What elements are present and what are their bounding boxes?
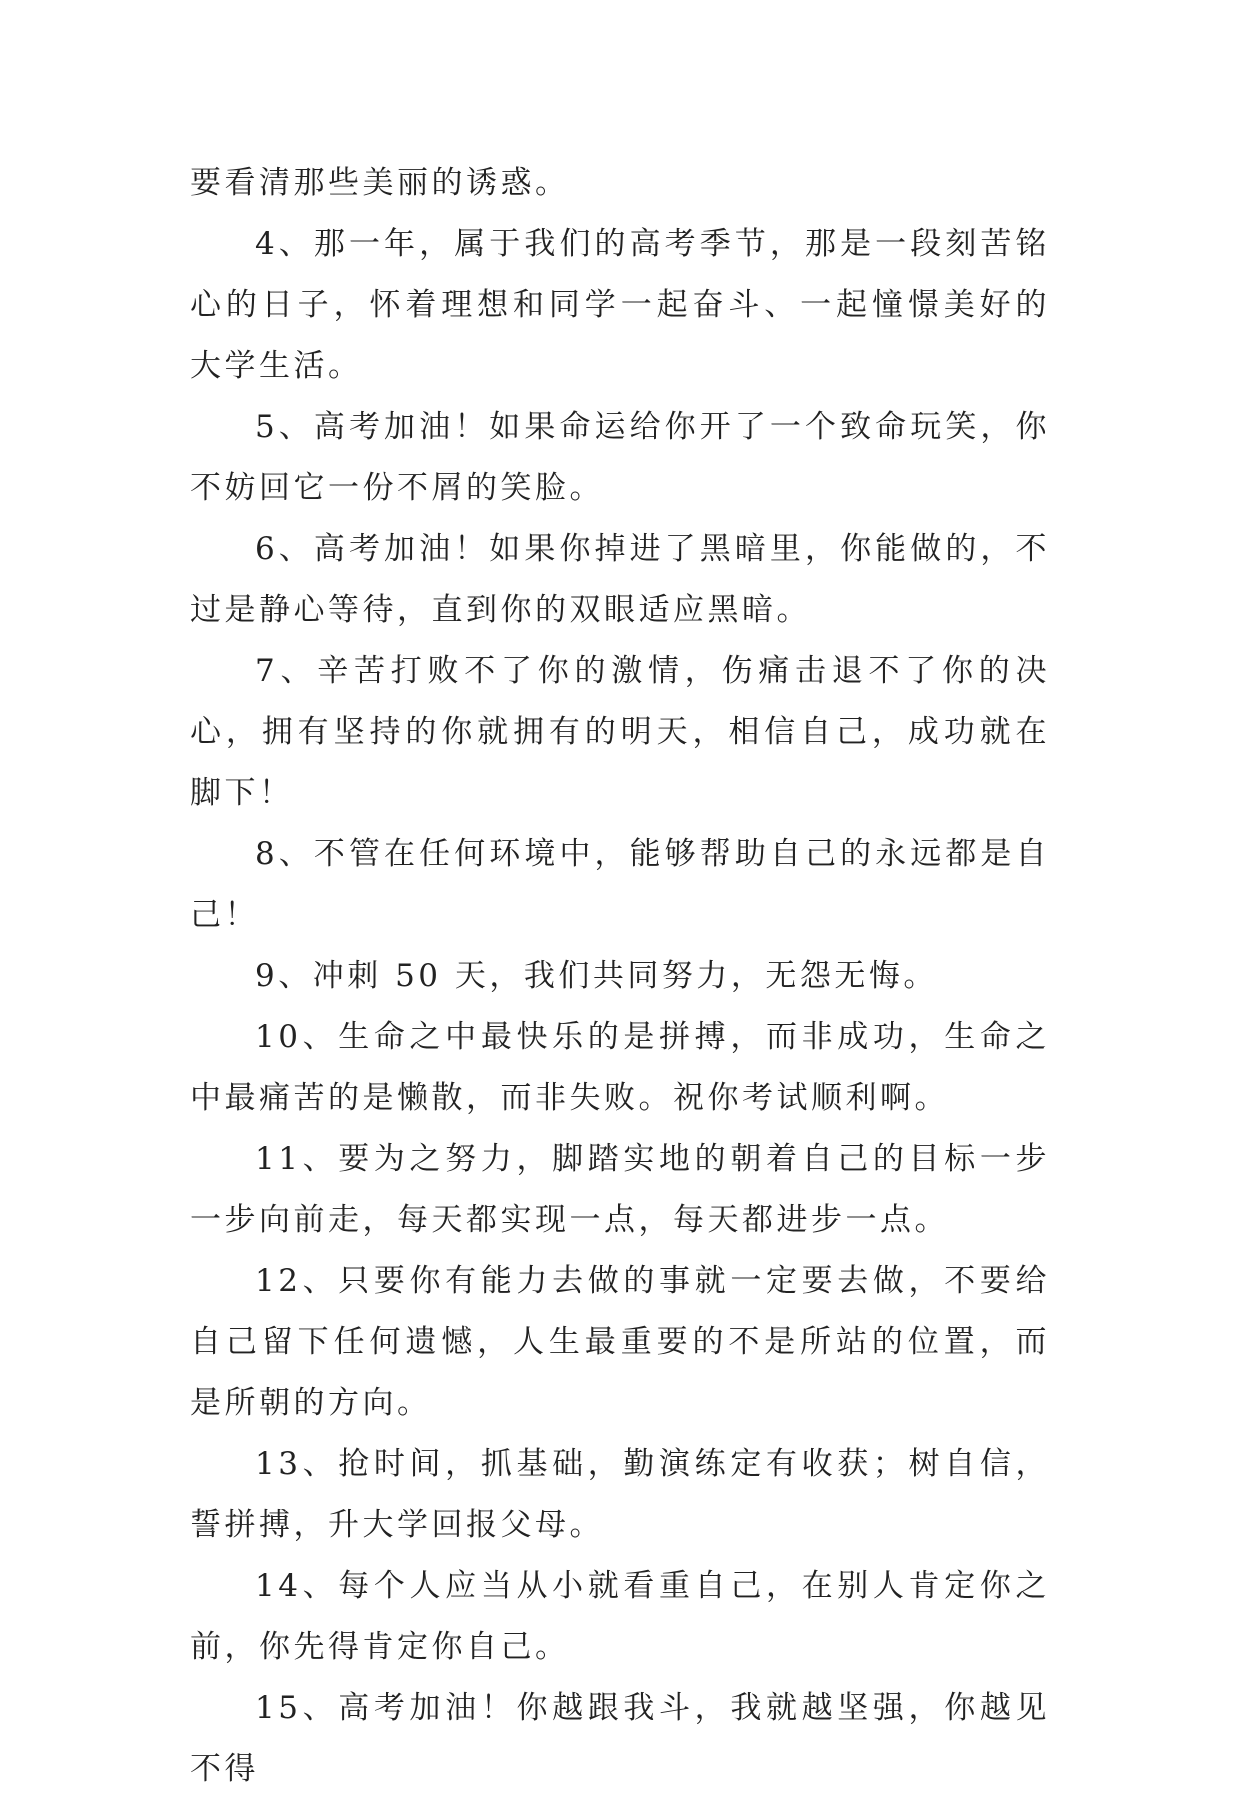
paragraph-item-9: 9、冲刺 50 天，我们共同努力，无怨无悔。 xyxy=(255,958,938,994)
paragraph-item-6: 6、高考加油！如果你掉进了黑暗里，你能做的，不过是静心等待，直到你的双眼适应黑暗。 xyxy=(190,531,1050,628)
document-body xyxy=(190,153,1050,1800)
paragraph-continuation: 要看清那些美丽的诱惑。 xyxy=(190,165,570,201)
paragraph-item-14: 14、每个人应当从小就看重自己，在别人肯定你之前，你先得肯定你自己。 xyxy=(190,1568,1050,1665)
paragraph-item-13: 13、抢时间，抓基础，勤演练定有收获；树自信，誓拼搏，升大学回报父母。 xyxy=(190,1446,1050,1543)
paragraph-item-15: 15、高考加油！你越跟我斗，我就越坚强，你越见不得 xyxy=(190,1690,1050,1787)
paragraph-item-4: 4、那一年，属于我们的高考季节，那是一段刻苦铭心的日子，怀着理想和同学一起奋斗、一起憧憬美好的大学生活。 xyxy=(190,226,1050,384)
paragraph-item-10: 10、生命之中最快乐的是拼搏，而非成功，生命之中最痛苦的是懒散，而非失败。祝你考试顺利啊。 xyxy=(190,1019,1050,1116)
paragraph-item-8: 8、不管在任何环境中，能够帮助自己的永远都是自己！ xyxy=(190,836,1050,933)
paragraph-item-11: 11、要为之努力，脚踏实地的朝着自己的目标一步一步向前走，每天都实现一点，每天都进步一点。 xyxy=(190,1141,1050,1238)
paragraph-item-12: 12、只要你有能力去做的事就一定要去做，不要给自己留下任何遗憾，人生最重要的不是所站的位置，而是所朝的方向。 xyxy=(190,1263,1050,1421)
paragraph-item-5: 5、高考加油！如果命运给你开了一个致命玩笑，你不妨回它一份不屑的笑脸。 xyxy=(190,409,1050,506)
paragraph-item-7: 7、辛苦打败不了你的激情，伤痛击退不了你的决心，拥有坚持的你就拥有的明天，相信自己，成功就在脚下！ xyxy=(190,653,1050,811)
